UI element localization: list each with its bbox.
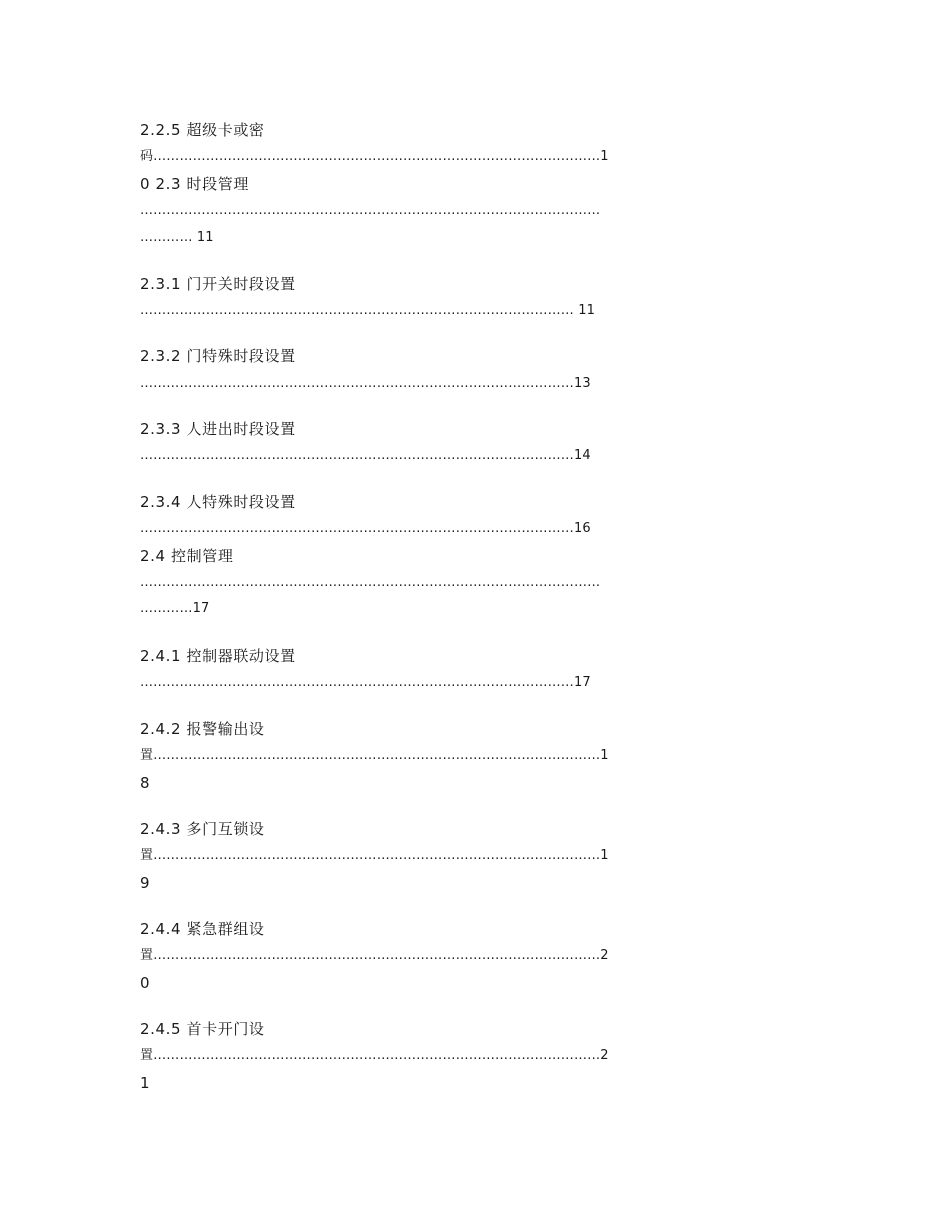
toc-line-2-4-3-title: 2.4.3 多门互锁设 bbox=[140, 820, 265, 838]
toc-line-2-4-1-leader: ………………………………………………………………………………………17 bbox=[140, 675, 591, 690]
toc-line-2-2-5-leader: 码…………………………………………………………………………………………1 bbox=[140, 149, 609, 164]
toc-line-2-4-5-leader: 置…………………………………………………………………………………………2 bbox=[140, 1048, 609, 1063]
toc-line-2-4-2-page: 8 bbox=[140, 774, 151, 792]
toc-line-2-3-3-title: 2.3.3 人进出时段设置 bbox=[140, 420, 296, 438]
toc-line-2-3-leader: …………………………………………………………………………………………… bbox=[140, 203, 601, 218]
toc-line-2-3-4-leader: ………………………………………………………………………………………16 bbox=[140, 521, 591, 536]
toc-line-2-4-3-leader: 置…………………………………………………………………………………………1 bbox=[140, 848, 609, 863]
toc-line-2-4-2-leader: 置…………………………………………………………………………………………1 bbox=[140, 748, 609, 763]
toc-line-2-3-page: ………… 11 bbox=[140, 230, 214, 245]
toc-line-2-4-5-page: 1 bbox=[140, 1074, 151, 1092]
toc-line-2-4-page: …………17 bbox=[140, 601, 210, 616]
toc-line-2-3-3-leader: ………………………………………………………………………………………14 bbox=[140, 448, 591, 463]
toc-line-2-3-4-title: 2.3.4 人特殊时段设置 bbox=[140, 493, 296, 511]
toc-line-2-4-3-page: 9 bbox=[140, 874, 151, 892]
toc-line-2-3-1-leader: ……………………………………………………………………………………… 11 bbox=[140, 303, 596, 318]
toc-line-2-2-5-title: 2.2.5 超级卡或密 bbox=[140, 121, 265, 139]
toc-line-2-4-1-title: 2.4.1 控制器联动设置 bbox=[140, 647, 296, 665]
toc-line-2-3-2-title: 2.3.2 门特殊时段设置 bbox=[140, 347, 296, 365]
toc-line-2-3-1-title: 2.3.1 门开关时段设置 bbox=[140, 275, 296, 293]
toc-line-2-3-title: 0 2.3 时段管理 bbox=[140, 175, 249, 193]
toc-line-2-4-title: 2.4 控制管理 bbox=[140, 547, 234, 565]
toc-line-2-4-5-title: 2.4.5 首卡开门设 bbox=[140, 1020, 265, 1038]
toc-line-2-4-4-page: 0 bbox=[140, 974, 151, 992]
toc-line-2-4-leader: …………………………………………………………………………………………… bbox=[140, 575, 601, 590]
toc-line-2-4-2-title: 2.4.2 报警输出设 bbox=[140, 720, 265, 738]
toc-line-2-3-2-leader: ………………………………………………………………………………………13 bbox=[140, 376, 591, 391]
toc-line-2-4-4-leader: 置…………………………………………………………………………………………2 bbox=[140, 948, 609, 963]
toc-line-2-4-4-title: 2.4.4 紧急群组设 bbox=[140, 920, 265, 938]
